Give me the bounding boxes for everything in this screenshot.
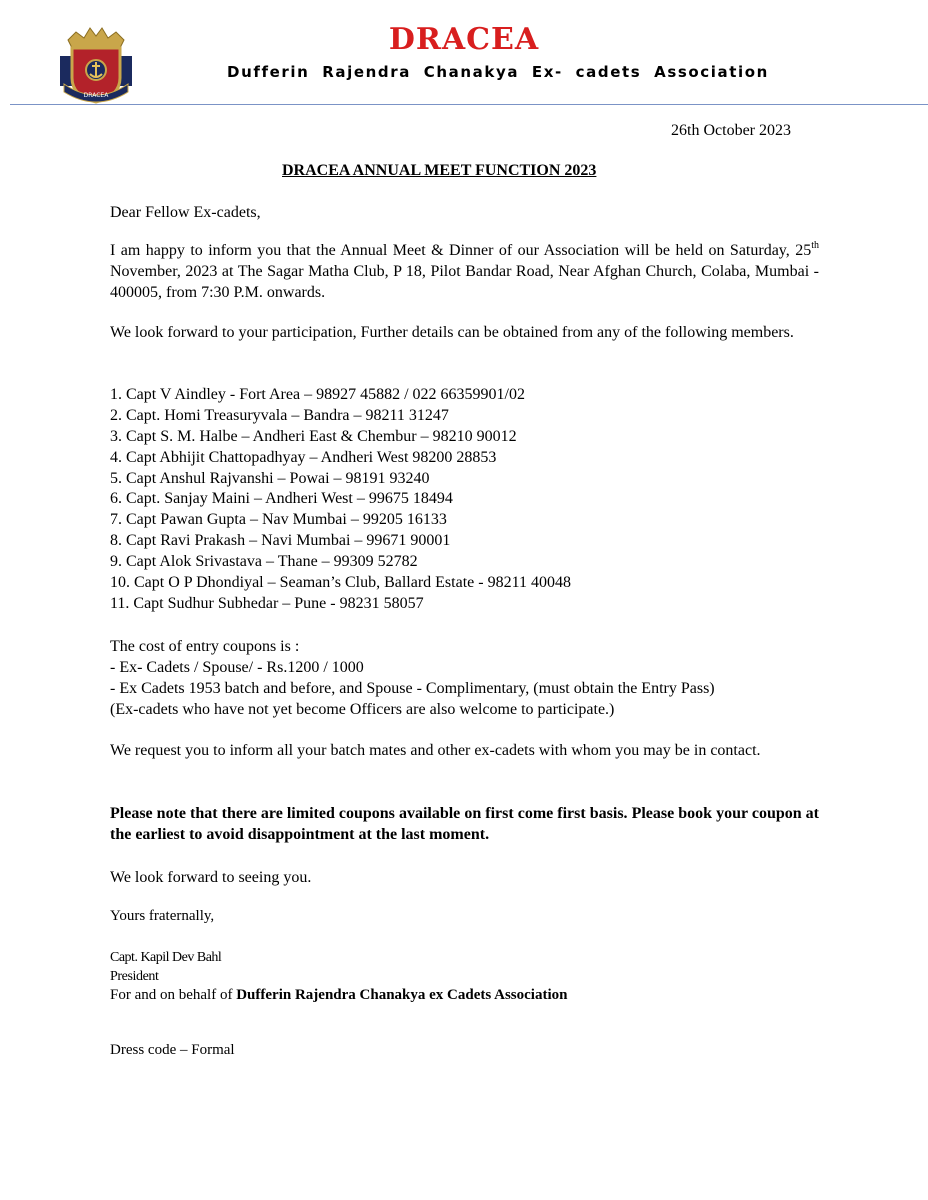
cost-line: - Ex Cadets 1953 batch and before, and Spouse - Complimentary, (must obtain the Entry Pass): [110, 680, 715, 697]
association-full-name: Dufferin Rajendra Chanakya Ex- cadets Association: [227, 63, 769, 81]
behalf-prefix: For and on behalf of: [110, 987, 237, 1003]
behalf-organisation: Dufferin Rajendra Chanakya ex Cadets Association: [236, 987, 568, 1003]
date-ordinal-suffix: th: [811, 239, 819, 251]
participation-paragraph: We look forward to your participation, Further details can be obtained from any of the following members.: [110, 324, 794, 341]
member-item: 3. Capt S. M. Halbe – Andheri East & Chembur – 98210 90012: [110, 427, 517, 445]
member-item: 1. Capt V Aindley - Fort Area – 98927 45882 / 022 66359901/02: [110, 386, 525, 403]
invite-text-start: I am happy to inform you that the Annual Meet & Dinner of our Association will be held on Saturday, 25: [110, 242, 812, 259]
member-item: 9. Capt Alok Srivastava – Thane – 99309 52782: [110, 553, 418, 571]
association-title: DRACEA: [388, 22, 540, 57]
member-item: 5. Capt Anshul Rajvanshi – Powai – 98191 93240: [110, 469, 430, 487]
member-item: 7. Capt Pawan Gupta – Nav Mumbai – 99205 16133: [110, 511, 447, 529]
valediction: Yours fraternally,: [110, 908, 215, 924]
letter-subject: DRACEA ANNUAL MEET FUNCTION 2023: [282, 162, 597, 179]
header-divider: [10, 104, 928, 105]
member-item: 4. Capt Abhijit Chattopadhyay – Andheri West 98200 28853: [110, 448, 497, 466]
logo-text: DRACEA: [83, 92, 109, 99]
member-item: 6. Capt. Sanjay Maini – Andheri West – 99675 18494: [110, 490, 453, 508]
closing-line: We look forward to seeing you.: [110, 869, 312, 886]
on-behalf-of-line: [110, 985, 567, 1005]
invite-text-end: November, 2023 at The Sagar Matha Club, P 18, Pilot Bandar Road, Near Afghan Church, Colaba, Mumbai - 400005, from 7:30 P.M. onwards.: [110, 263, 819, 301]
invitation-paragraph: [110, 240, 819, 303]
request-paragraph: We request you to inform all your batch mates and other ex-cadets with whom you may be in contact.: [110, 742, 761, 759]
letter-date: 26th October 2023: [671, 122, 791, 139]
signatory-name: Capt. Kapil Dev Bahl: [110, 950, 222, 965]
salutation: Dear Fellow Ex-cadets,: [110, 204, 261, 221]
dress-code: Dress code – Formal: [110, 1042, 235, 1058]
member-item: 2. Capt. Homi Treasuryvala – Bandra – 98211 31247: [110, 406, 449, 424]
contact-members-list: [110, 385, 810, 615]
member-item: 11. Capt Sudhur Subhedar – Pune - 98231 58057: [110, 594, 424, 612]
coupon-cost-block: [110, 636, 819, 720]
signatory-title: President: [110, 969, 159, 984]
member-item: 10. Capt O P Dhondiyal – Seaman’s Club, Ballard Estate - 98211 40048: [110, 574, 571, 592]
cost-heading: The cost of entry coupons is :: [110, 638, 300, 655]
cost-note: (Ex-cadets who have not yet become Officers are also welcome to participate.): [110, 701, 615, 718]
member-item: 8. Capt Ravi Prakash – Navi Mumbai – 99671 90001: [110, 532, 451, 550]
cost-line: - Ex- Cadets / Spouse/ - Rs.1200 / 1000: [110, 659, 364, 676]
coupon-availability-note: Please note that there are limited coupons available on first come first basis. Please book your coupon at the earliest to avoid disappointment at the last moment.: [110, 805, 819, 843]
